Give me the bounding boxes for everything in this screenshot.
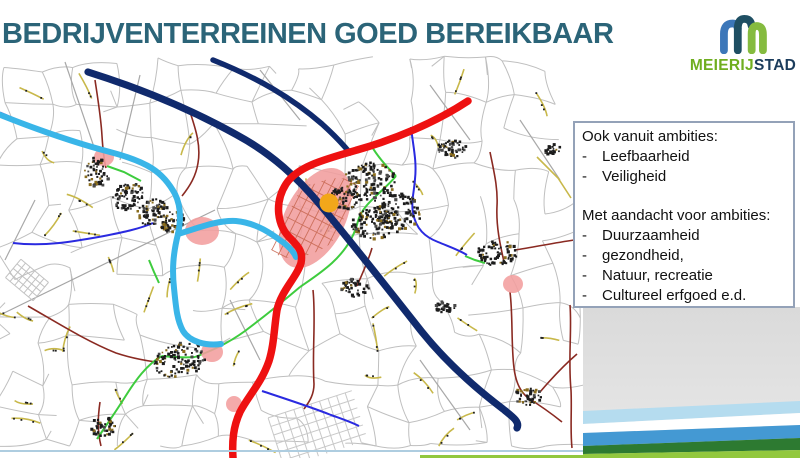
railway-line bbox=[213, 60, 350, 153]
ambitions-item-label: gezondheid, bbox=[602, 247, 684, 264]
bullet-dash: - bbox=[582, 287, 587, 304]
ambitions-item-label: Veiligheid bbox=[602, 168, 667, 185]
wordmark-meierij: MEIERIJ bbox=[689, 57, 754, 74]
ambitions-blank-line bbox=[582, 187, 789, 206]
ambitions-heading: Ook vanuit ambities: bbox=[582, 128, 718, 145]
ambitions-item bbox=[582, 226, 789, 246]
meierijstad-logo bbox=[678, 12, 800, 75]
ambitions-item bbox=[582, 167, 789, 187]
bullet-dash: - bbox=[582, 148, 587, 165]
ambitions-item bbox=[582, 147, 789, 167]
green-routes bbox=[97, 145, 485, 439]
ambitions-item bbox=[582, 286, 789, 306]
ambitions-item-label: Leefbaarheid bbox=[602, 148, 690, 165]
ambitions-heading: Met aandacht voor ambities: bbox=[582, 207, 771, 224]
map-bottom-edge bbox=[0, 450, 585, 452]
wordmark-stad: STAD bbox=[753, 57, 797, 74]
footer-wave-panel bbox=[583, 307, 800, 458]
meierijstad-m-icon bbox=[717, 12, 769, 54]
bullet-dash: - bbox=[582, 227, 587, 244]
cyan-route bbox=[0, 114, 296, 344]
meierijstad-wordmark bbox=[678, 57, 800, 75]
slide-title: BEDRIJVENTERREINEN GOED BEREIKBAAR bbox=[2, 18, 614, 50]
bullet-dash: - bbox=[582, 168, 587, 185]
orange-marker-dot bbox=[320, 194, 339, 213]
ambitions-box bbox=[573, 121, 795, 308]
bullet-dash: - bbox=[582, 247, 587, 264]
bullet-dash: - bbox=[582, 267, 587, 284]
ambitions-item bbox=[582, 266, 789, 286]
ambitions-item-label: Cultureel erfgoed e.d. bbox=[602, 287, 747, 304]
ambitions-item-label: Natuur, recreatie bbox=[602, 267, 713, 284]
ambitions-item-label: Duurzaamheid bbox=[602, 227, 700, 244]
ambitions-item bbox=[582, 246, 789, 266]
